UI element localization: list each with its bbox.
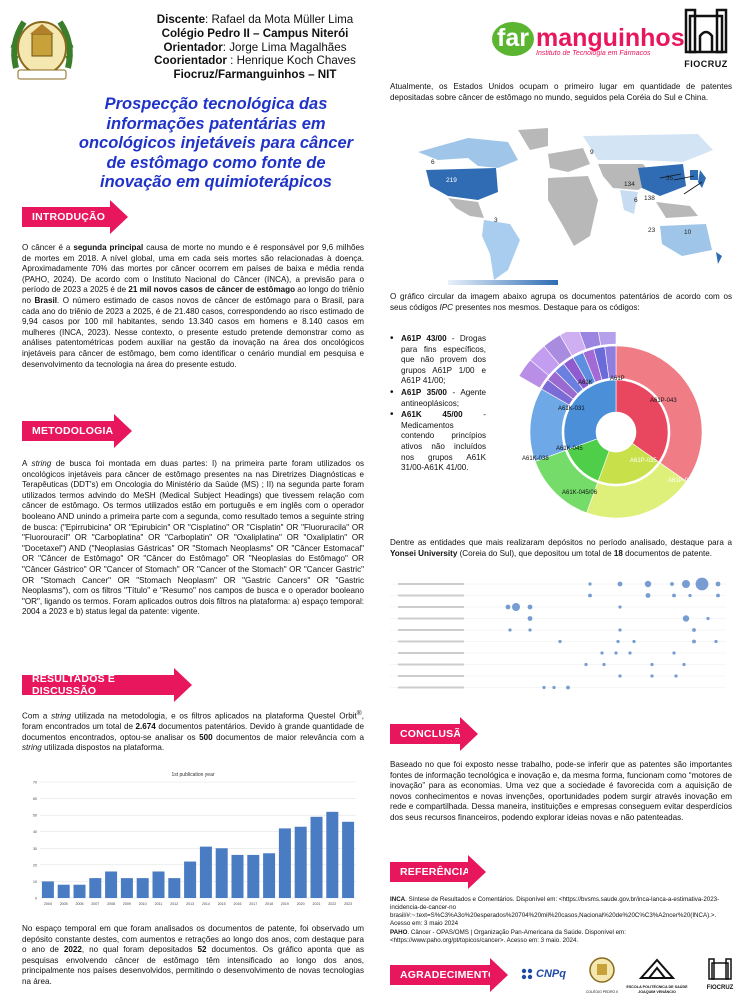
fiocruz-sponsor-logo: FIOCRUZ xyxy=(700,958,740,998)
bubble-point xyxy=(692,640,696,644)
map-label-japan: 138 xyxy=(644,195,655,202)
farmanguinhos-logo xyxy=(492,18,685,60)
bubble-point xyxy=(682,580,690,588)
bubble-row-label-placeholder xyxy=(398,664,464,666)
x-tick-label: 2020 xyxy=(296,902,305,906)
bar-2006 xyxy=(73,885,85,898)
intro-paragraph: O câncer é a segunda principal causa de morte no mundo e é responsável por 9,6 milhões de mortes em 2018. A nível global, uma em cada seis mortes são relacionadas à doença. Aproximadamente 70% das mortes por câncer ocorrem em países de baixa e média renda (PAHO, 2024). De acordo com o Instituto Nacional do Câncer (INCA), a previsão para o período de 2023 a 2025 é de 21 mil novos casos de câncer de estômago ao longo do triênio no Brasil. O número estimado de casos novos de câncer de estômago para o Brasil, para cada ano do triênio de 2023 a 2025, é de 21.480 casos, correspondendo ao risco estimado de 9,94 casos por 100 mil habitantes, sendo 13.340 casos em homens e 8.140 casos em mulheres (INCA, 2023). Nesse contexto, o presente estudo pretende demonstrar como as análises patentométricas podem auxiliar na gestão da inovação na área dos oncológicos injetáveis para câncer de estômago, bem como identificar o cenário mundial em pesquisa e desenvolvimento da tecnologia na área do presente estudo. xyxy=(22,243,365,369)
x-tick-label: 2015 xyxy=(217,902,226,906)
bubble-row-label-placeholder xyxy=(398,641,464,643)
x-tick-label: 2004 xyxy=(43,902,52,906)
map-color-scale xyxy=(448,280,558,285)
banner-arrow-icon xyxy=(468,855,486,889)
bubble-point xyxy=(696,578,709,591)
bar-2004 xyxy=(42,881,54,898)
bubble-row-label-placeholder xyxy=(398,618,464,620)
pie-paragraph: O gráfico circular da imagem abaixo agrupa os documentos patentários de acordo com os seus códigos IPC presentes nos mesmos. Destaque para os códigos: xyxy=(390,292,732,312)
map-label-nz: 10 xyxy=(684,229,692,236)
x-tick-label: 2008 xyxy=(107,902,116,906)
x-tick-label: 2006 xyxy=(75,902,84,906)
intro-heading: INTRODUÇÃO xyxy=(22,207,110,227)
map-label-china: 134 xyxy=(624,181,635,188)
banner-arrow-icon xyxy=(174,668,192,702)
sunburst-label-a61p035: A61P-035 xyxy=(630,458,657,464)
bubble-row-label-placeholder xyxy=(398,606,464,608)
korea-region xyxy=(690,170,698,180)
bar-2018 xyxy=(263,853,275,898)
map-label-usa: 219 xyxy=(446,177,457,184)
conclusion-heading: CONCLUSÃO xyxy=(390,724,460,744)
bubble-row-label-placeholder xyxy=(398,595,464,597)
orientador-label: Orientador xyxy=(163,40,223,54)
bubble-point xyxy=(674,674,677,677)
bubble-point xyxy=(672,651,675,654)
institution-name: Fiocruz/Farmanguinhos – NIT xyxy=(173,68,337,82)
x-tick-label: 2012 xyxy=(170,902,179,906)
bar-2009 xyxy=(121,878,133,898)
reference-1: INCA. Síntese de Resultados e Comentários. Disponível em: <https://bvsms.saude.gov.br/inca-lanca-a-estimativa-2023-incidencia-de-cancer-no brasil/#:~:text=S%C3%A3o%20esperados%20704%20mil%20casos,Nacional%20de%20C%C3%A2ncer%20(INCA).>. Acesso em: 3 maio 2024 xyxy=(390,896,720,927)
bar-2022 xyxy=(326,812,338,898)
bubble-point xyxy=(600,651,603,654)
bubble-point xyxy=(716,582,721,587)
map-label-korea: 35 xyxy=(666,175,674,182)
bubble-point xyxy=(506,605,511,610)
cnpq-dots-icon xyxy=(520,967,534,981)
reference-2: PAHO. Câncer - OPAS/OMS | Organização Pan-Americana da Saúde. Disponível em: <https://www.paho.org/pt/topicos/cancer>. Acesso em: 3 maio. 2024. xyxy=(390,929,626,944)
bubble-point xyxy=(628,651,631,654)
ipc-code-item: • A61P 43/00 - Drogas para fins específicos, que não provem dos grupos A61P 1/00 e A61P 41/00; xyxy=(390,334,486,387)
map-paragraph: Atualmente, os Estados Unidos ocupam o primeiro lugar em quantidade de patentes depositadas sobre câncer de estômago no mundo, seguidos pela Coréia do Sul e China. xyxy=(390,82,732,102)
bubble-point xyxy=(588,582,591,585)
publication-year-bar-chart xyxy=(22,766,364,914)
bubble-point xyxy=(672,594,676,598)
thanks-banner xyxy=(390,958,508,992)
map-label-brazil: 3 xyxy=(494,217,498,224)
y-tick-label: 40 xyxy=(33,830,37,835)
y-tick-label: 70 xyxy=(33,780,37,785)
bubble-point xyxy=(558,640,561,643)
x-tick-label: 2010 xyxy=(138,902,147,906)
x-tick-label: 2011 xyxy=(154,902,163,906)
poster-title: Prospecção tecnológica das informações patentárias em oncológicos injetáveis para câncer de estômago como fonte de inovação em quimioterápicos xyxy=(78,95,354,192)
bubble-point xyxy=(528,616,533,621)
bubble-point xyxy=(650,663,653,666)
x-tick-label: 2017 xyxy=(249,902,258,906)
bubble-point xyxy=(632,640,635,643)
bar-2021 xyxy=(310,817,322,898)
ipc-code-item: • A61P 35/00 - Agente antineoplásicos; xyxy=(390,388,486,409)
y-tick-label: 60 xyxy=(33,797,37,802)
bubble-point xyxy=(683,615,689,621)
bar-2020 xyxy=(295,827,307,898)
x-tick-label: 2019 xyxy=(280,902,289,906)
discente-name: : Rafael da Mota Müller Lima xyxy=(205,13,354,26)
x-tick-label: 2022 xyxy=(328,902,337,906)
bubble-point xyxy=(714,640,717,643)
fiocruz-castle-icon xyxy=(676,6,736,54)
bar-2013 xyxy=(184,862,196,898)
coorientador-label: Coorientador xyxy=(154,54,227,68)
bubble-point xyxy=(602,663,605,666)
fiocruz-text: FIOCRUZ xyxy=(684,59,728,69)
colegio-pedro-logo xyxy=(6,8,78,88)
bubble-point xyxy=(618,628,621,631)
cnpq-logo: CNPq xyxy=(520,962,570,986)
bubble-point xyxy=(528,628,531,631)
map-label-australia: 23 xyxy=(648,227,656,234)
bar-2012 xyxy=(168,878,180,898)
bubble-point xyxy=(614,651,617,654)
bar-2016 xyxy=(231,855,243,898)
y-tick-label: 30 xyxy=(33,846,37,851)
results-banner xyxy=(22,668,192,702)
results-heading: RESULTADOS E DISCUSSÃO xyxy=(22,675,174,695)
method-banner xyxy=(22,414,132,448)
sunburst-label-a61k045: A61K-045 xyxy=(556,446,583,452)
entity-bubble-chart xyxy=(390,574,732,712)
thanks-heading: AGRADECIMENTOS xyxy=(390,965,490,985)
fiocruz-castle-small-icon xyxy=(706,958,734,980)
bar-2008 xyxy=(105,871,117,898)
bubble-row-label-placeholder xyxy=(398,675,464,677)
banner-arrow-icon xyxy=(110,200,128,234)
bubble-point xyxy=(645,581,651,587)
results-paragraph-2: No espaço temporal em que foram analisados os documentos de patente, foi observado um depósito constante destes, com aumentos e retrações ao longo dos anos, com destaque para o ano de 2022, no qual foram depositados 52 documentos. Os gráfico aponta que as pesquisas envolvendo câncer de estômago têm intensificado ao longo dos anos, principalmente nos países desenvolvidos, permitindo o desenvolvimento de novas tecnologias na área. xyxy=(22,924,365,986)
sunburst-label-a61p035-00: A61P-035/00 xyxy=(668,478,704,484)
conclusion-banner xyxy=(390,717,478,751)
y-tick-label: 20 xyxy=(33,863,37,868)
x-tick-label: 2021 xyxy=(312,902,321,906)
bubble-point xyxy=(618,605,621,608)
map-label-india: 6 xyxy=(634,197,638,204)
epsjv-logo: ESCOLA POLITÉCNICA DE SAÚDE JOAQUIM VENÂNCIO xyxy=(626,958,688,998)
bubble-point xyxy=(588,594,592,598)
orientador-name: : Jorge Lima Magalhães xyxy=(222,40,347,54)
world-map xyxy=(398,120,730,292)
references-list xyxy=(390,896,732,945)
bubble-point xyxy=(688,594,691,597)
bubble-point xyxy=(646,593,651,598)
bubble-point xyxy=(508,628,511,631)
results-paragraph: Com a string utilizada na metodologia, e os filtros aplicados na plataforma Questel Orbit®, foram encontrados um total de 2.674 documentos patentários. Devido à grande quantidade de documentos encontrados, optou-se analisar os 500 documentos de maior relevância com a string utilizada dispostos na plataforma. xyxy=(22,710,364,753)
cp-seal-icon xyxy=(587,955,617,985)
sunburst-label-a61p: A61P xyxy=(610,376,625,382)
bubble-point xyxy=(670,582,674,586)
bar-2015 xyxy=(216,848,228,898)
bubble-point xyxy=(616,640,619,643)
bubble-point xyxy=(552,686,555,689)
x-tick-label: 2005 xyxy=(59,902,68,906)
entity-paragraph: Dentre as entidades que mais realizaram depósitos no período analisado, destaque para a Yonsei University (Coreia do Sul), que depositou um total de 18 documentos de patente. xyxy=(390,538,732,558)
x-tick-label: 2016 xyxy=(233,902,242,906)
sunburst-label-a61k: A61K xyxy=(578,380,593,386)
y-tick-label: 50 xyxy=(33,813,37,818)
bubble-point xyxy=(716,594,720,598)
references-heading: REFERÊNCIAS xyxy=(390,862,468,882)
conclusion-paragraph: Baseado no que foi exposto nesse trabalho, pode-se inferir que as patentes são importantes fontes de informação tecnológica e inovação e, da mesma forma, funcionam como “motores de inovação” para as economias. Uma vez que a sociedade é favorecida com a aquisição de novos conhecimentos e novas invenções, oportunidades podem surgir através inovação em rede e compartilhada. Dessa maneira, instituições e empresas conseguem evitar desperdícios dos seus recursos financeiros, podendo explorar ideias novas e não patenteadas. xyxy=(390,760,732,822)
farmanguinhos-subtitle: Instituto de Tecnologia em Fármacos xyxy=(536,50,651,57)
bar-2023 xyxy=(342,822,354,898)
bubble-point xyxy=(682,663,685,666)
banner-arrow-icon xyxy=(490,958,508,992)
bubble-point xyxy=(692,628,696,632)
bubble-point xyxy=(528,605,533,610)
y-tick-label: 0 xyxy=(35,896,37,901)
x-tick-label: 2009 xyxy=(122,902,131,906)
intro-banner xyxy=(22,200,128,234)
sunburst-label-a61k045-06: A61K-045/06 xyxy=(562,490,598,496)
map-label-canada: 6 xyxy=(431,159,435,166)
discente-label: Discente xyxy=(156,13,206,26)
epsjv-emblem-icon xyxy=(637,958,677,980)
banner-arrow-icon xyxy=(460,717,478,751)
sunburst-label-a61k038: A61K-038 xyxy=(522,456,549,462)
poster-header xyxy=(135,13,375,82)
bubble-point xyxy=(542,686,545,689)
bubble-point xyxy=(618,674,621,677)
bubble-row-label-placeholder xyxy=(398,652,464,654)
chart-title: 1st publication year xyxy=(171,772,215,778)
sunburst-label-a61k031: A61K-031 xyxy=(558,406,585,412)
bar-2007 xyxy=(89,878,101,898)
bubble-point xyxy=(618,582,623,587)
bar-2014 xyxy=(200,847,212,898)
cp-sponsor-logo: COLÉGIO PEDRO II xyxy=(582,955,622,997)
bubble-point xyxy=(512,603,520,611)
bubble-row-label-placeholder xyxy=(398,687,464,689)
map-label-russia: 9 xyxy=(590,149,594,156)
far-text: far xyxy=(497,24,529,52)
x-tick-label: 2023 xyxy=(344,902,353,906)
y-tick-label: 10 xyxy=(33,879,37,884)
bar-2010 xyxy=(137,878,149,898)
method-heading: METODOLOGIA xyxy=(22,421,114,441)
ipc-code-item: • A61K 45/00 - Medicamentos contendo princípios ativos não incluídos nos grupos A61K 31/00-A61K 41/00. xyxy=(390,410,486,474)
sunburst-label-a61p043: A61P-043 xyxy=(650,398,677,404)
coorientador-name: : Henrique Koch Chaves xyxy=(226,54,356,68)
bar-2019 xyxy=(279,828,291,898)
x-tick-label: 2018 xyxy=(265,902,274,906)
bubble-point xyxy=(706,617,709,620)
bar-2017 xyxy=(247,855,259,898)
ipc-code-list xyxy=(390,334,486,475)
ipc-sunburst-chart xyxy=(500,332,732,532)
banner-arrow-icon xyxy=(114,414,132,448)
fiocruz-logo xyxy=(676,6,736,69)
references-banner xyxy=(390,855,486,889)
bubble-point xyxy=(566,686,570,690)
x-tick-label: 2013 xyxy=(186,902,195,906)
school-name: Colégio Pedro II – Campus Niterói xyxy=(161,26,349,40)
method-paragraph: A string de busca foi montada em duas partes: I) na primeira parte foram utilizados os oncológicos injetáveis para câncer de estômago presentes na nas Diretrizes Diagnósticas e Terapêuticas (DDT's) em Oncologia do Ministério da Saúde (MS) ; II) na segunda parte foram utilizados termos advindo do MeSH (Medical Subject Headings) que tivessem relação com câncer de estômago. Os termos utilizados estão em português e em inglês com o operador booleano AND unindo a primeira parte com a segunda, como resultado temos a seguinte string de busca: ("Epirrubicina" OR "Epirubicin" OR "Cisplatino" OR "Cisplatin" OR "Fluoruracila" OR "Fluorouracil" OR "Carboplatina" OR "Carboplatin" OR "Oxaliplatina" OR "Oxaliplatin" OR "Docetaxel") AND ("Neoplasias Gástricas" OR "Stomach Neoplasms" OR "Câncer Estomacal" OR "Câncer de Estômago" OR "Câncer do Estômago" OR "Neoplasias do Estômago" OR "Câncer Gástrico" OR "Cancer of Stomach" OR "Cancer of the Stomach" OR "Cancer Gastric" OR "Stomach Cancer" OR "Stomach Neoplasm" OR "Gastric Cancers" OR "Gastric Neoplasms"), com os filtros "Título" e "Resumo" nos campos de busca e o operador booleano "OR", ligando os termos. Foram aplicados outros dois filtros na plataforma: a) espaço temporal: 2004 a 2023 e b) status legal da patente: vigente. xyxy=(22,459,364,617)
bubble-row-label-placeholder xyxy=(398,583,464,585)
bar-2011 xyxy=(152,871,164,898)
x-tick-label: 2014 xyxy=(201,902,210,906)
bar-2005 xyxy=(58,885,70,898)
bubble-row-label-placeholder xyxy=(398,629,464,631)
x-tick-label: 2007 xyxy=(91,902,100,906)
bubble-point xyxy=(650,674,653,677)
manguinhos-text: manguinhos xyxy=(536,24,685,52)
bubble-point xyxy=(584,663,587,666)
